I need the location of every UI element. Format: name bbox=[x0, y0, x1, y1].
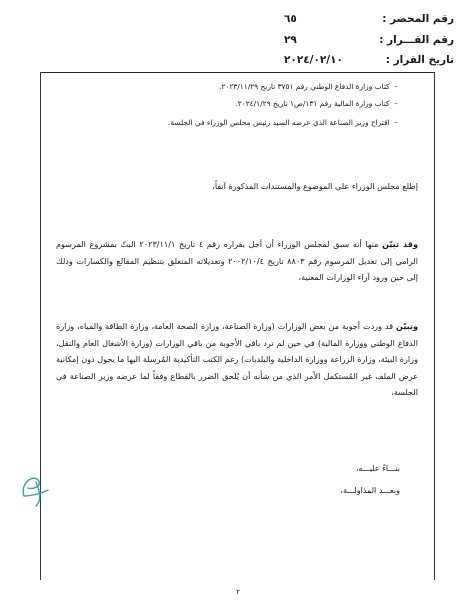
finding-text-1: منها أنه سبق لمجلس الوزراء أن أجل بقراره رقم ٤ تاريخ ٢٠٢٣/١١/١ البتّ بمشروع المرسوم الرامي إلى تعديل المرسوم رقم ٨٨٠٣ تاريخ ٢٠٠٢/١٠/٤ وتعديلاته المتعلق بتنظيم المقالع والكسارات وذلك إلى حين ورود آراء الوزارات المعنية، bbox=[56, 239, 418, 282]
decision-date-label: تاريخ القرار : bbox=[385, 54, 454, 66]
handwritten-initial-icon bbox=[18, 466, 52, 510]
finding-lead-1: وقد تبيّن bbox=[382, 239, 418, 249]
page-number: ٢ bbox=[236, 588, 240, 596]
closing-line-1: بنـــاءً عليـــه، bbox=[355, 464, 400, 473]
finding-lead-2: وتبيّن bbox=[396, 321, 418, 331]
decision-date-row bbox=[284, 54, 454, 66]
reference-item: – اقتراح وزير الصناعة الذي عرضه السيد رئيس مجلس الوزراء في الجلسة. bbox=[68, 118, 398, 128]
right-margin-line bbox=[434, 72, 435, 580]
top-divider bbox=[40, 72, 434, 73]
reference-item: – كتاب وزارة الدفاع الوطني رقم ٣٧٥١ تاريخ ٢٠٢٣/١١/٢٩. bbox=[68, 82, 398, 92]
intro-paragraph: إطلع مجلس الوزراء على الموضوع والمستندات المذكورة آنفاً، bbox=[212, 181, 418, 191]
decision-date-value: ٢٠٢٤/٠٢/١٠ bbox=[284, 54, 343, 66]
decision-number-value: ٢٩ bbox=[284, 34, 297, 46]
decision-number-row bbox=[284, 34, 454, 46]
finding-paragraph-1 bbox=[56, 236, 418, 286]
decision-number-label: رقم القـــرار : bbox=[379, 34, 454, 46]
session-number-label: رقم المحضر : bbox=[382, 13, 454, 25]
finding-text-2: قد وردت أجوبة من بعض الوزارات (وزارة الصناعة، وزارة الصحة العامة، وزارة الطاقة والمياه، وزارة الدفاع الوطني ووزارة المالية) في حين لم ترد باقي الأجوبة من باقي الوزارات (وزارة الأشغال العام والنقل، وزارة البيئة، وزارة الزراعة ووزارة الداخلية والبلديات) رغم الكتب التأكيدية المُرسلة اليها ما يحول دون إمكانية عرض الملف غير المُستكمل الأمر الذي من شأنه أن يُلحق الضرر بالقطاع وفقاً لما عرضه وزير الصناعة في الجلسة، bbox=[56, 321, 418, 397]
reference-item: – كتاب وزارة المالية رقم ١٣١/ص١ تاريخ ٢٠٢٤/١/٢٩. bbox=[68, 99, 398, 109]
finding-paragraph-2 bbox=[56, 318, 418, 401]
session-number-row bbox=[284, 13, 454, 25]
closing-line-2: وبعـــد المذاولـــة، bbox=[340, 486, 400, 495]
session-number-value: ٦٥ bbox=[284, 13, 297, 25]
